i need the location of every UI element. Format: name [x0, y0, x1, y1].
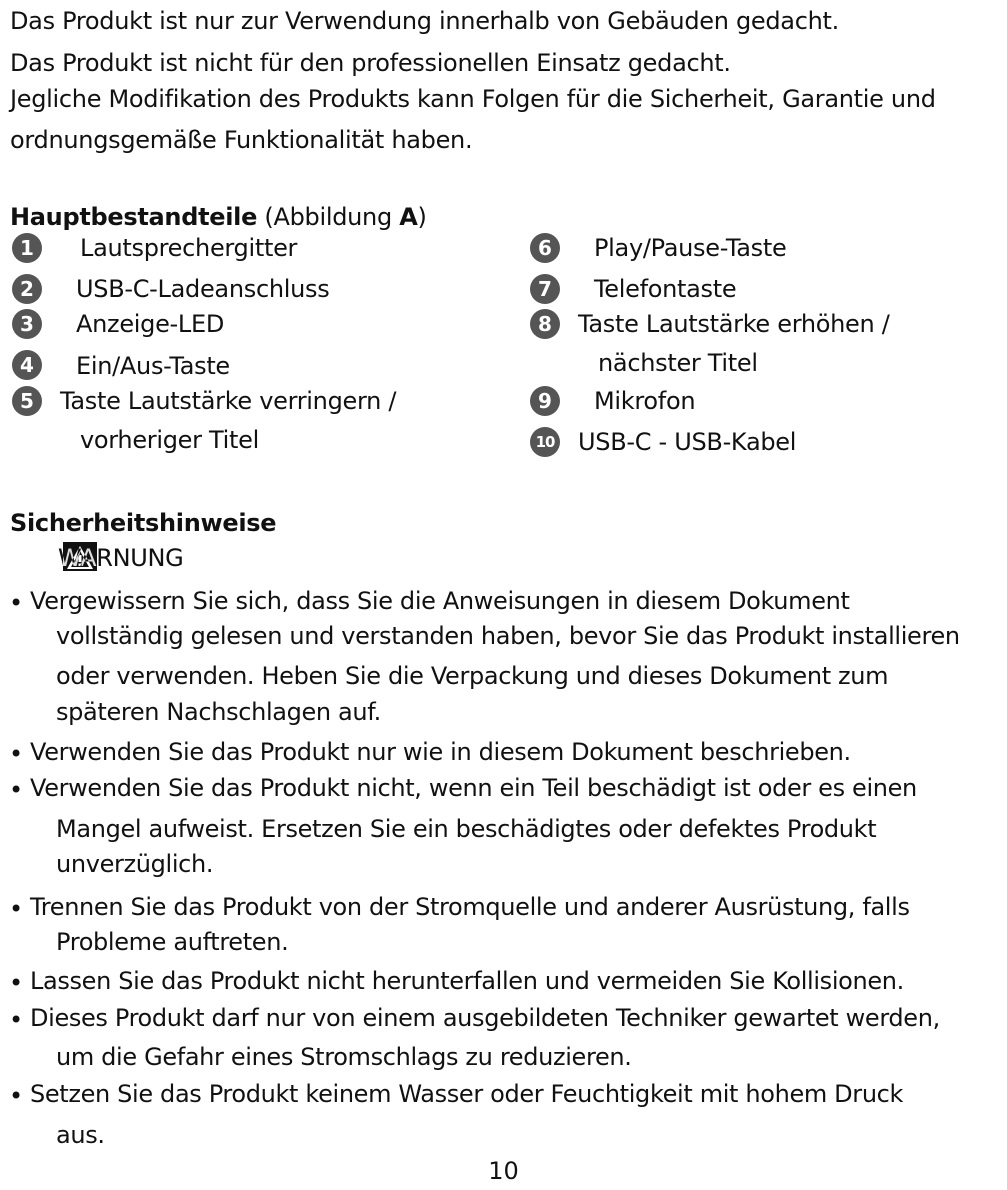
component-label: USB-C-Ladeanschluss	[76, 275, 330, 303]
bullet-line: Setzen Sie das Produkt keinem Wasser oder Feuchtigkeit mit hohem Druck	[30, 1080, 904, 1108]
intro-line: Das Produkt ist nur zur Verwendung innerhalb von Gebäuden gedacht.	[10, 7, 839, 35]
intro-line: Jegliche Modifikation des Produkts kann Folgen für die Sicherheit, Garantie und	[10, 85, 936, 113]
component-label: Play/Pause-Taste	[594, 234, 787, 262]
component-number-badge: 9	[530, 386, 560, 416]
component-label-continued: nächster Titel	[598, 349, 758, 377]
component-label: Taste Lautstärke verringern /	[60, 387, 397, 415]
bullet-line: oder verwenden. Heben Sie die Verpackung und dieses Dokument zum	[56, 662, 889, 690]
component-number-badge: 7	[530, 274, 560, 304]
component-label: Anzeige-LED	[76, 310, 225, 338]
bullet-line: Verwenden Sie das Produkt nur wie in diesem Dokument beschrieben.	[30, 738, 851, 766]
component-number-badge: 5	[12, 386, 42, 416]
bullet-line: Lassen Sie das Produkt nicht herunterfallen und vermeiden Sie Kollisionen.	[30, 967, 904, 995]
component-number-badge: 1	[12, 233, 42, 263]
component-number-badge: 3	[12, 309, 42, 339]
components-heading-open: (Abbildung	[257, 203, 400, 231]
component-number-badge: 2	[12, 274, 42, 304]
component-label: USB-C - USB-Kabel	[578, 428, 797, 456]
intro-line: Das Produkt ist nicht für den professionellen Einsatz gedacht.	[10, 49, 731, 77]
bullet-line: aus.	[56, 1121, 105, 1149]
bullet-line: Trennen Sie das Produkt von der Stromquelle und anderer Ausrüstung, falls	[30, 893, 910, 921]
bullet-line: unverzüglich.	[56, 850, 214, 878]
component-label: Taste Lautstärke erhöhen /	[578, 310, 890, 338]
page-number: 10	[488, 1157, 519, 1185]
component-label: Lautsprechergitter	[80, 234, 298, 262]
component-label: Ein/Aus-Taste	[76, 352, 230, 380]
components-heading-title: Hauptbestandteile	[10, 203, 258, 231]
component-number-badge: 6	[530, 233, 560, 263]
bullet-icon: •	[9, 589, 24, 617]
bullet-line: Probleme auftreten.	[56, 928, 289, 956]
component-number-badge: 10	[530, 427, 560, 457]
bullet-line: Mangel aufweist. Ersetzen Sie ein beschädigtes oder defektes Produkt	[56, 815, 877, 843]
component-label: Telefontaste	[594, 275, 737, 303]
bullet-line: vollständig gelesen und verstanden haben, bevor Sie das Produkt installieren	[56, 622, 960, 650]
bullet-icon: •	[9, 740, 24, 768]
bullet-icon: •	[9, 895, 24, 923]
bullet-icon: •	[9, 776, 24, 804]
bullet-line: Vergewissern Sie sich, dass Sie die Anweisungen in diesem Dokument	[30, 587, 850, 615]
components-heading-ref: A	[399, 203, 418, 231]
bullet-line: späteren Nachschlagen auf.	[56, 698, 381, 726]
bullet-icon: •	[9, 1006, 24, 1034]
intro-line: ordnungsgemäße Funktionalität haben.	[10, 126, 473, 154]
warning-label: WARNUNG	[58, 544, 184, 572]
component-number-badge: 8	[530, 309, 560, 339]
components-heading-close: )	[417, 203, 427, 231]
bullet-line: um die Gefahr eines Stromschlags zu reduzieren.	[56, 1043, 632, 1071]
component-label: Mikrofon	[594, 387, 696, 415]
component-label-continued: vorheriger Titel	[80, 426, 259, 454]
bullet-line: Dieses Produkt darf nur von einem ausgebildeten Techniker gewartet werden,	[30, 1004, 940, 1032]
components-heading	[10, 202, 427, 232]
bullet-icon: •	[9, 969, 24, 997]
bullet-icon: •	[9, 1082, 24, 1110]
component-number-badge: 4	[12, 350, 42, 380]
safety-heading: Sicherheitshinweise	[10, 509, 277, 537]
bullet-line: Verwenden Sie das Produkt nicht, wenn ein Teil beschädigt ist oder es einen	[30, 774, 917, 802]
